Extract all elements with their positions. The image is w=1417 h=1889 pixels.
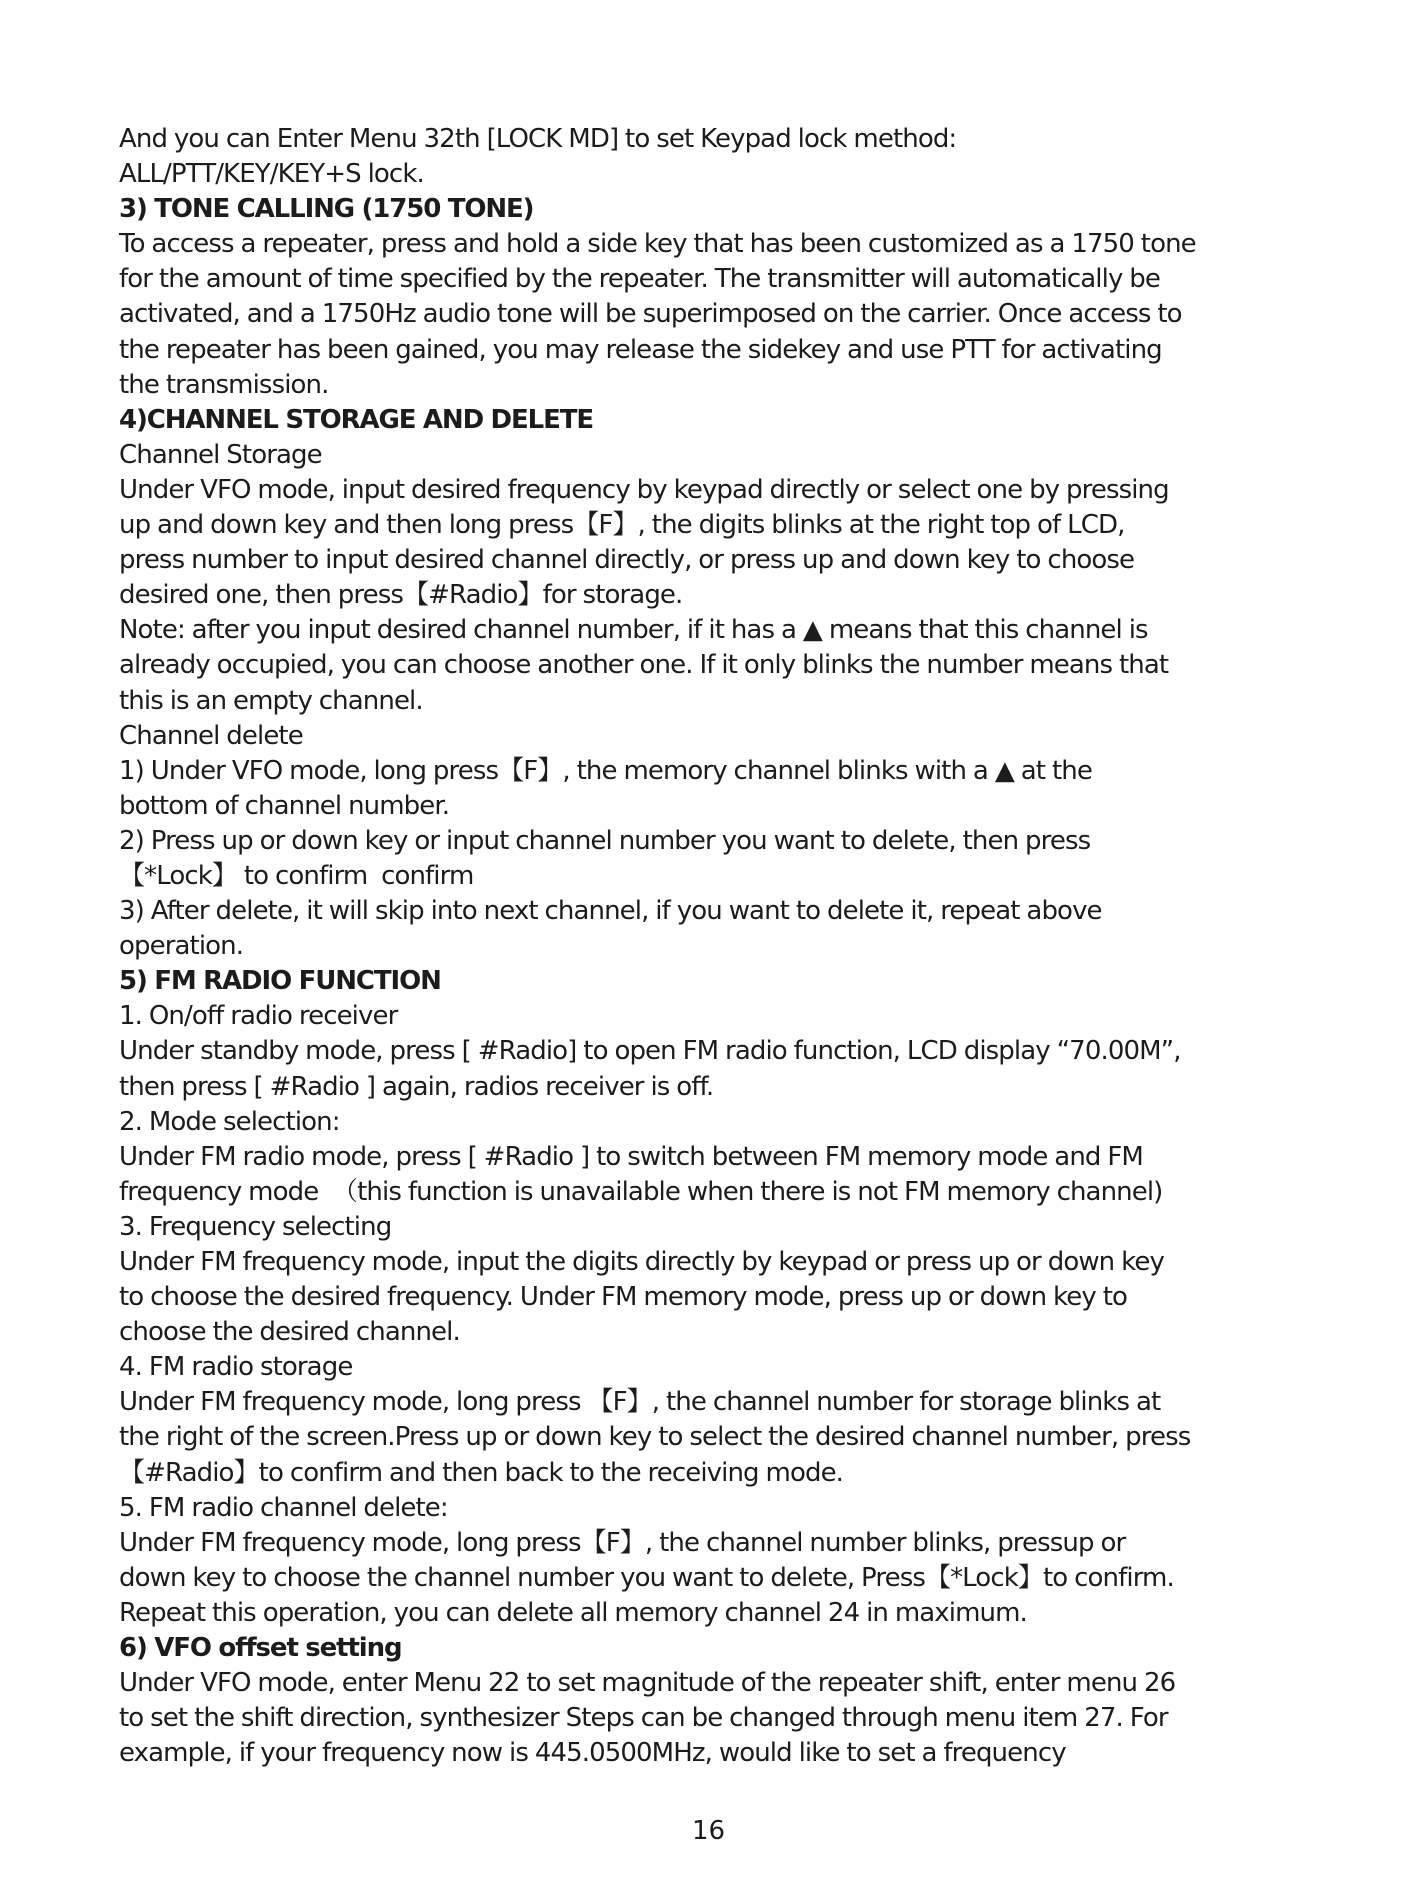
text-line: then press [ #Radio ] again, radios receiver is off. xyxy=(119,1071,714,1102)
text-line: desired one, then press【#Radio】for storage. xyxy=(119,580,683,611)
text-line: 4. FM radio storage xyxy=(119,1352,353,1383)
text-line: bottom of channel number. xyxy=(119,790,450,821)
text-line: Repeat this operation, you can delete all memory channel 24 in maximum. xyxy=(119,1597,1027,1628)
text-line: press number to input desired channel directly, or press up and down key to choose xyxy=(119,545,1135,576)
text-line: Under FM frequency mode, input the digits directly by keypad or press up or down key xyxy=(119,1247,1164,1277)
text-line: the repeater has been gained, you may release the sidekey and use PTT for activating xyxy=(119,334,1162,365)
text-line: Under FM frequency mode, long press【F】, the channel number blinks, pressup or xyxy=(119,1527,1126,1558)
text-line: Channel delete xyxy=(119,720,303,751)
text-line: To access a repeater, press and hold a side key that has been customized as a 1750 tone xyxy=(119,229,1196,260)
text-line: 1) Under VFO mode, long press【F】, the memory channel blinks with a ▲ at the xyxy=(119,755,1092,786)
text-line: Under VFO mode, input desired frequency by keypad directly or select one by pressing xyxy=(119,474,1169,505)
text-line: 【*Lock】 to confirm confirm xyxy=(119,860,474,891)
text-line: Under VFO mode, enter Menu 22 to set magnitude of the repeater shift, enter menu 26 xyxy=(119,1668,1176,1699)
section-heading: 3) TONE CALLING (1750 TONE) xyxy=(119,194,534,225)
text-line: 3) After delete, it will skip into next channel, if you want to delete it, repeat above xyxy=(119,896,1102,927)
text-line: the right of the screen.Press up or down key to select the desired channel number, press xyxy=(119,1422,1191,1453)
text-line: choose the desired channel. xyxy=(119,1317,460,1348)
text-line: up and down key and then long press【F】, the digits blinks at the right top of LCD, xyxy=(119,510,1125,541)
text-line: to choose the desired frequency. Under FM memory mode, press up or down key to xyxy=(119,1282,1128,1313)
document-body xyxy=(119,122,1319,1771)
text-line: operation. xyxy=(119,931,244,962)
text-line: 5. FM radio channel delete: xyxy=(119,1492,448,1523)
section-heading: 4)CHANNEL STORAGE AND DELETE xyxy=(119,404,594,435)
text-line: Under FM frequency mode, long press 【F】, the channel number for storage blinks at xyxy=(119,1387,1161,1418)
page-number: 16 xyxy=(691,1816,726,1846)
text-line: already occupied, you can choose another one. If it only blinks the number means that xyxy=(119,650,1169,681)
text-line: 2. Mode selection: xyxy=(119,1106,340,1137)
section-heading: 6) VFO offset setting xyxy=(119,1633,402,1664)
text-line: 1. On/off radio receiver xyxy=(119,1001,398,1032)
text-line: 【#Radio】to confirm and then back to the receiving mode. xyxy=(119,1457,844,1488)
section-heading: 5) FM RADIO FUNCTION xyxy=(119,966,441,997)
text-line: Under FM radio mode, press [ #Radio ] to switch between FM memory mode and FM xyxy=(119,1141,1143,1172)
text-line: Under standby mode, press [ #Radio] to open FM radio function, LCD display “70.00M”, xyxy=(119,1036,1181,1067)
text-line: Note: after you input desired channel number, if it has a ▲ means that this channel is xyxy=(119,615,1148,646)
text-line: 3. Frequency selecting xyxy=(119,1211,392,1242)
text-line: 2) Press up or down key or input channel number you want to delete, then press xyxy=(119,825,1091,856)
text-line: example, if your frequency now is 445.0500MHz, would like to set a frequency xyxy=(119,1738,1066,1769)
text-line: Channel Storage xyxy=(119,439,322,470)
text-line: the transmission. xyxy=(119,369,329,400)
text-line: And you can Enter Menu 32th [LOCK MD] to set Keypad lock method: xyxy=(119,124,957,154)
text-line: to set the shift direction, synthesizer Steps can be changed through menu item 27. For xyxy=(119,1703,1168,1734)
text-line: frequency mode （this function is unavailable when there is not FM memory channel) xyxy=(119,1176,1163,1207)
text-line: activated, and a 1750Hz audio tone will be superimposed on the carrier. Once access to xyxy=(119,299,1182,330)
text-line: ALL/PTT/KEY/KEY+S lock. xyxy=(119,159,424,190)
text-line: this is an empty channel. xyxy=(119,685,423,716)
text-line: for the amount of time specified by the repeater. The transmitter will automatically be xyxy=(119,264,1160,295)
text-line: down key to choose the channel number you want to delete, Press【*Lock】to confirm. xyxy=(119,1562,1174,1593)
